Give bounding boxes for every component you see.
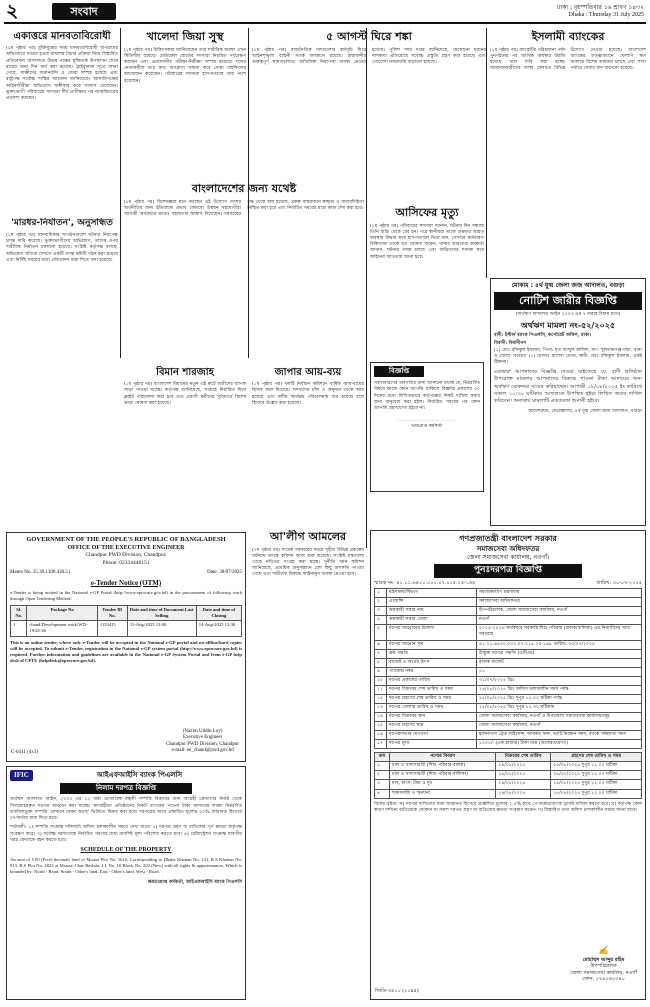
table-cell: ৬ [375,640,387,649]
table-row [375,771,642,780]
table-cell: প্যাকেজ নম্বর [387,667,477,676]
table-cell: উপপরিচালক, জেলা সমাজসেবা কার্যালয়, নওগাঁ [477,607,642,616]
tender-col-header: Package No [27,606,97,621]
tender-signature [166,729,239,755]
table-cell: দরপত্র বিক্রয়ের শেষ তারিখ ও সময় [387,685,477,694]
naogaon-schedule-header [375,753,642,762]
table-cell: ৩ [375,780,390,789]
article-headline: বাংলাদেশের জন্য যথেষ্ট [191,182,297,195]
tender-notice-title: e-Tender Notice (OTM) [90,578,162,587]
court-defendants: (১) মোঃ রফিকুল ইসলাম, পিতা: মৃত আব্দুল জলিল, সাং- সুলতানগঞ্জপাড়া, থানা ও জেলা- বগুড়া। (২) মোসাঃ রাশেদা বেগম, স্বামী: মোঃ রফিকুল ইসলাম, একই ঠিকানা। [494,347,642,366]
table-cell: ৫ [375,625,387,640]
ific-notice-box [6,766,246,1000]
table-cell: চাল ও খাদ্যসামগ্রী (শিশু পরিবার-বালক) [389,762,495,771]
table-cell: দরপত্র বিক্রয়ের স্থান [387,713,477,722]
naogaon-info-table [374,588,642,749]
table-row [375,694,642,703]
table-cell: ১৩ [375,703,387,712]
table-cell: এজেন্সি [387,598,477,607]
naogaon-ref: জিডি-৩৪১০ (১০x৫) [375,988,419,995]
table-cell: ২৫/০৮/২০২৫ খ্রিঃ দুপুর ১২.৩০ ঘটিকায় [477,703,642,712]
table-cell: ৭ [375,649,387,658]
naogaon-sign-phone: ফোন: ০৭৪১৬২৩৪০ [582,976,625,983]
table-cell: নওগাঁ [477,616,642,625]
tender-intro: e-Tender is being invited in the National e-GP Portal (http://www.eprocure.gov.bd) in the procurement of following work through Open Tendering Method: [10,589,242,602]
tender-memo-row [10,570,242,577]
article-headline: 'মারধর-নির্যাতন', অনুসন্ধিত [11,218,113,228]
article-biman [124,366,246,516]
table-cell: ২৫/০৮/২০২৫ দুপুর ১২.০০ ঘটিকা [551,789,642,798]
table-cell: ১ [375,589,387,598]
table-cell: ১৫ [375,722,387,731]
court-case-no: অর্থঋণ মামলা নং-৫২/২০২৫ [520,320,616,330]
article-headline: বিমান শারজাহ [156,367,214,378]
schedule-col-header: গ্রহণের শেষ তারিখ ও সময় [551,753,642,762]
ific-bank-name: আইএফআইসি ব্যাংক পিএলসি [96,771,183,779]
table-row [375,658,642,667]
table-cell: হালনাগাদ ট্রেড লাইসেন্স, আয়কর সনদ, ভ্যাট নিবন্ধন সনদ, ব্যাংক সচ্ছলতা সনদ [477,731,642,740]
article-headline: ৫ আগস্ট ঘিরে শঙ্কা [326,30,412,43]
table-row [375,789,642,798]
table-cell: মন্ত্রণালয়/বিভাগ [387,589,477,598]
table-cell: উন্মুক্ত দরপত্র পদ্ধতি (ওটিএম) [477,649,642,658]
table-cell: জেলা সমাজসেবা কার্যালয়, নওগাঁ ও উপজেলা সমাজসেবা কার্যালয়সমূহ [477,713,642,722]
article-body: (১ম পৃষ্ঠার পর) বাংলাদেশ বিমানের নতুন এই রুটে যাত্রীদের ব্যাপক সাড়া পাওয়া যাচ্ছে। কর্তৃপক্ষ জানিয়েছে, সপ্তাহে নির্ধারিত দিনে ফ্লাইট পরিচালনা করা হবে এবং প্রবাসী কর্মীদের সুবিধার্থে বিশেষ ভাড়া ঘোষণা করা হয়েছে। [124,382,246,406]
table-cell: 1153415 [97,621,127,636]
article-body: (১ম পৃষ্ঠার পর) চিকিৎসকরা জানিয়েছেন তার শারীরিক অবস্থা এখন স্থিতিশীল রয়েছে। মেডিকেল বোর্ডের সদস্যরা নিয়মিত পর্যবেক্ষণ করছেন এবং প্রয়োজনীয় পরীক্ষা-নিরীক্ষা সম্পন্ন হয়েছে। দলের নেতাকর্মীরা তার দ্রুত আরোগ্য কামনা করে দোয়া মাহফিলের আয়োজন করেছেন। পরিবারের সদস্যরা হাসপাতালে তার পাশে রয়েছেন। [124,47,246,84]
court-plaintiff: বাদী: ইস্টার্ন ব্যাংক পিএলসি, কর্পোরেট অফিস, ঢাকা। [494,333,592,339]
article-august-5 [252,30,486,180]
article-body: (১ম পৃষ্ঠার পর) রাজনৈতিক দলগুলোর কর্মসূচি ঘিরে আইনশৃঙ্খলা বাহিনী সতর্ক অবস্থানে রয়েছে। রাজধানীর গুরুত্বপূর্ণ স্থানগুলোতে অতিরিক্ত নিরাপত্তা ব্যবস্থা নেওয়া হয়েছে। পুলিশ সদর দপ্তর জানিয়েছে, যেকোনো ধরনের নাশকতা প্রতিরোধে সর্বোচ্চ প্রস্তুতি গ্রহণ করা হয়েছে এবং গোয়েন্দা নজরদারি বাড়ানো হয়েছে। [252,47,486,65]
tender-col-header: Date and time of Closing [196,606,241,621]
naogaon-date: তারিখ: ৩০-০৭-২০২৫ [596,579,642,586]
naogaon-notes: বিশেষ দ্রষ্টব্য: ক) দরপত্র দাখিলের সময় জামানত হিসেবে প্রাক্কলিত মূল্যের ২.৫% হারে পে-অর্ডার/ব্যাংক ড্রাফট দাখিল করতে হবে। খ) কর্তৃপক্ষ কোন কারণ দর্শানো ব্যতিরেকে যেকোন বা সকল দরপত্র গ্রহণ বা বাতিলের ক্ষমতা সংরক্ষণ করেন। গ) বিস্তারিত তথ্য অফিস চলাকালীন সময়ে জানা যাবে। [374,801,642,813]
table-cell: ২ [375,598,387,607]
table-cell: ২০২৫-২০২৬ অর্থবছরে সরকারি শিশু পরিবার (বালক/বালিকা) এর নিবাসীদের খাদ্য সরবরাহ [477,625,642,640]
table-cell: ২ [375,771,390,780]
notice-body: সর্বসাধারণের অবগতির জন্য জানানো যাচ্ছে যে, নিম্নবর্ণিত বিষয়ে কারো কোন আপত্তি থাকিলে বিজ্ঞপ্তি প্রকাশের ৩০ দিনের মধ্যে লিখিতভাবে কর্তৃপক্ষের নিকট দাখিল করার জন্য অনুরোধ করা হইল। নির্ধারিত সময়ের পর কোন আপত্তি গ্রহণযোগ্য হইবে না। [374,381,480,412]
table-cell: ১১ [375,685,387,694]
table-row [375,685,642,694]
table-cell: 14-Aug-2025 12:30 [196,621,241,636]
table-cell: ২৫/০৮/২০২৫ দুপুর ১২.০০ ঘটিকা [551,762,642,771]
ific-header [10,770,242,781]
ific-footer: ক্ষমতাপ্রাপ্ত কর্মকর্তা, আইএফআইসি ব্যাংক পিএলসি [147,879,242,885]
tender-col-header: Tender ID No. [97,606,127,621]
naogaon-sign-office: জেলা সমাজসেবা কার্যালয়, নওগাঁ [570,969,637,976]
table-cell: ০১ [477,667,642,676]
article-body: (১ম পৃষ্ঠার পর) সাবেক সরকারের সময়ে গৃহীত বিভিন্ন প্রকল্পের অনিয়ম তদন্তে কমিশন কাজ শুরু করেছে। সংশ্লিষ্ট মন্ত্রণালয় থেকে নথিপত্র সংগ্রহ করা হচ্ছে। দুর্নীতি দমন কমিশন জানিয়েছে, প্রাথমিক অনুসন্ধানে বেশ কিছু অসঙ্গতি পাওয়া গেছে এবং দায়ীদের বিরুদ্ধে আইনানুগ ব্যবস্থা নেওয়া হবে। [252,547,364,578]
table-cell: ১৬ [375,731,387,740]
table-cell: ২৪/০৮/২০২৫ [496,762,551,771]
table-cell: ২৪/০৮/২০২৫ [496,789,551,798]
ific-logo: IFIC [10,770,33,781]
article-body: (১ম পৃষ্ঠার পর) মানবাধিকার সংগঠনগুলো ঘটনার নিরপেক্ষ তদন্ত দাবি করেছে। ভুক্তভোগীদের অভিযোগ, তাদের ওপর শারীরিক নির্যাতন চালানো হয়েছে। সংশ্লিষ্ট কর্তৃপক্ষ বলছে, অভিযোগ খতিয়ে দেখতে একটি তদন্ত কমিটি গঠন করা হয়েছে এবং নির্দিষ্ট সময়ের মধ্যে প্রতিবেদন জমা দিতে বলা হয়েছে। [6,232,118,263]
table-row [375,649,642,658]
article-body: (১ম পৃষ্ঠার পর) পরিবারের সদস্যরা জানান, ঘটনার দিন সন্ধ্যায় তিনি বাড়ি থেকে বের হন। পরে স্থানীয়রা তাকে গুরুতর আহত অবস্থায় উদ্ধার করে হাসপাতালে নিয়ে যান, সেখানে কর্তব্যরত চিকিৎসক তাকে মৃত ঘোষণা করেন। থানার ভারপ্রাপ্ত কর্মকর্তা জানান, ঘটনার তদন্ত চলছে এবং জড়িতদের শনাক্ত করে আইনের আওতায় আনা হবে। [370,223,484,260]
ific-schedule: An area of 5.00 (Five) decimals land of Mouza Plot No. 1610, Corresponding to Dhaka Khatian No. 131, R.S Khatian No. 913, R.S Plot No. 2025 at Mouza: Char Bashtia, J.L No. 10 Block No. 202 (New) with all rights & appurtenances. Which is bounded by: North - Road; South - Other's land; East - Other's land; West - Road. [10,857,242,875]
table-cell: ৯ [375,667,387,676]
table-cell: দরপত্র আহ্বানের উদ্দেশ্য [387,625,477,640]
table-cell: ২৪/০৮/২০২৫ [496,771,551,780]
tender-table-header [11,606,242,621]
table-cell: ২৪/০৮/২০২৫ খ্রিঃ অফিস চলাকালীন সময় পর্যন্ত [477,685,642,694]
table-cell: দরপত্র মূল্য [387,740,477,749]
table-cell: ৩১/০৭/২০২৫ খ্রিঃ [477,676,642,685]
tender-signer-title: Executive Engineer [182,735,223,741]
table-cell: দরপত্র প্রকাশের তারিখ [387,676,477,685]
ific-body: অর্থঋণ আদালত আইন, ২০০৩ এর ১২ ধারা মোতাবেক বন্ধকী সম্পত্তি বিক্রয়ের জন্য আগ্রহী ক্রেতাদের নিকট থেকে সিলমোহরকৃত দরপত্র আহ্বান করা যাচ্ছে। ঋণগ্রহীতা প্রতিষ্ঠানের নিকট ব্যাংকের পাওনা টাকা আদায়ের লক্ষ্যে নিম্নবর্ণিত তফসিলভুক্ত সম্পত্তি 'যেখানে যেমন আছে' ভিত্তিতে বিক্রয় করা হবে। দরপত্রের সাথে প্রস্তাবিত মূল্যের ২০% জামানত হিসেবে পে-অর্ডার জমা দিতে হবে। [10,797,242,822]
naogaon-schedule-table [374,752,642,798]
naogaon-sign-name: মোহাম্মদ আব্দুর রহিম [582,956,625,963]
signature-scribble-icon: ✍ [598,946,609,956]
naogaon-dept: সমাজসেবা অধিদফতর [476,544,540,553]
table-cell: 13-Aug-2025 13:00 [127,621,196,636]
date-english: Dhaka : Thursday 31 July 2025 [568,11,644,18]
table-row [375,713,642,722]
table-cell: ১০ [375,676,387,685]
table-row [375,722,642,731]
article-headline: খালেদা জিয়া সুস্থ [146,30,224,43]
tender-date: Date: 30/07/2025 [207,569,242,575]
naogaon-gov: গণপ্রজাতন্ত্রী বাংলাদেশ সরকার [459,534,557,543]
table-cell: ১২ [375,694,387,703]
table-cell: ৪ [375,789,390,798]
dateline [557,4,644,20]
court-body: এতদ্বারা আপনাদের বিজ্ঞপ্তি দেওয়া যাইতেছে যে, বাদী প্রতিষ্ঠান উপরোক্ত মামলায় আপনাদের বিরুদ্ধে পাওনা টাকা আদায়ের জন্য অর্থঋণ মোকদ্দমা দায়ের করিয়াছেন। আগামী ১৮/০৮/২০২৫ ইং তারিখে সকাল ১০:৩০ ঘটিকায় আদালতে উপস্থিত হইয়া লিখিত জবাব দাখিল করিবেন। অন্যথায় মামলাটি একতরফা শুনানী হইবে। [494,369,642,404]
column-rule [486,28,487,278]
article-awami-league-era [252,530,364,1000]
tender-division: Chandpur PWD Division, Chandpur. [85,552,167,559]
newspaper-logo: সংবাদ [52,3,116,20]
tender-signer-office: Chandpur PWD Division, Chandpur [166,741,239,747]
masthead [4,2,646,24]
article-body: (১ম পৃষ্ঠার পর) দলটি নির্বাচন কমিশনে বার্ষিক আয়-ব্যয়ের হিসাব জমা দিয়েছে। সদস্যদের চাঁদা ও অনুদান থেকে আয় হয়েছে এবং দলীয় কার্যক্রম পরিচালনায় ব্যয় হয়েছে বলে হিসাবে উল্লেখ করা হয়েছে। [252,382,364,406]
article-manobotabirodhi [6,30,118,214]
table-row [375,625,642,640]
table-row [375,589,642,598]
table-cell: ২৫/০৮/২০২৫ খ্রিঃ দুপুর ১২.০০ ঘটিকা পর্যন্ত [477,694,642,703]
court-notice-title: নোটিশ জারীর বিজ্ঞপ্তি [494,292,642,311]
table-cell: ২৪/০৮/২০২৫ [496,780,551,789]
table-cell: দরপত্র খোলার তারিখ ও সময় [387,703,477,712]
article-khaleda-zia [124,30,246,180]
article-headline: জাপার আয়-ব্যয় [274,367,342,378]
signature-line: ........................ [397,418,457,424]
tender-signer-email: e-mail: ee_chand@pwd.gov.bd [171,748,234,754]
article-headline: ইসলামী ব্যাংকের [531,30,605,43]
table-cell: মাছ, মাংস, ডিম ও দুধ [389,780,495,789]
page-number: ২ [6,0,19,22]
table-row [11,621,242,636]
table-cell: দরপত্র গ্রহণের শেষ তারিখ ও সময় [387,694,477,703]
column-rule [120,28,121,358]
date-bangla: ঢাকা : বৃহস্পতিবার ১৬ শ্রাবণ ১৪৩২ [556,4,644,11]
tender-notice-box [6,532,246,762]
notice-title: বিজ্ঞপ্তি [374,366,424,377]
tender-table [10,605,242,636]
table-cell: ২৫/০৮/২০২৫ দুপুর ১২.০০ ঘটিকা [551,780,642,789]
table-cell: দরপত্র গ্রহণের স্থান [387,722,477,731]
table-row [375,703,642,712]
table-cell: ৩ [375,607,387,616]
ific-schedule-title: SCHEDULE OF THE PROPERTY [80,847,172,854]
naogaon-title: পুনঃদরপত্র বিজ্ঞপ্তি [434,564,582,578]
court-notice-sub: (অর্থঋণ আদালত আইন ২০০৩ এর ৭ ধারার বিধান মতে) [515,312,621,318]
table-cell: ২৫/০৮/২০২৫ দুপুর ১২.০০ ঘটিকা [551,771,642,780]
table-cell: ১ [375,762,390,771]
tender-memo: Memo No. 25.36.1300.430.51 [10,569,71,575]
ific-conditions: শর্তাবলী: ১) সম্পত্তি সংক্রান্ত দলিলাদি অফিস চলাকালীন সময়ে দেখা যাবে। ২) দরপত্র গ্রহণ বা বাতিলের পূর্ণ ক্ষমতা কর্তৃপক্ষ সংরক্ষণ করে। ৩) সর্বোচ্চ দরদাতাকে নির্ধারিত সময়ের মধ্যে অবশিষ্ট মূল্য পরিশোধ করতে হবে। ৪) রেজিস্ট্রেশন সংক্রান্ত যাবতীয় খরচ ক্রেতাকে বহন করতে হবে। [10,825,242,843]
table-cell: ১০০০/- (এক হাজার) টাকা মাত্র (অফেরতযোগ্য) [477,740,642,749]
table-cell: 1 [11,621,27,636]
table-row [375,667,642,676]
ific-title: নিলাম দরপত্র বিজ্ঞপ্তি [60,783,192,794]
table-row [375,676,642,685]
naogaon-memo-row [374,580,642,587]
tender-ref: C-0411 (4x3) [11,750,38,756]
schedule-col-header: ক্রম [375,753,390,762]
table-cell: chand/Development work/WD-19/25-26 [27,621,97,636]
table-cell: রাজস্ব বাজেট [477,658,642,667]
table-row [375,607,642,616]
tender-col-header: Sl. No. [11,606,27,621]
table-row [375,616,642,625]
table-row [375,640,642,649]
table-cell: ৪১.০১.৬৪০০.০০০.০৭.০১৫.২৫-১৬৮ তারিখ: ৩০/০৭/২০২৫ [477,640,642,649]
table-cell: সমাজসেবা অধিদফতর [477,598,642,607]
table-row [375,762,642,771]
tender-footer: This is an online tender, where only e-Tender will be accepted in the National e-GP portal and no offline/hard copies will be accepted. To submit e-Tender, registration in the National e-GP system portal (http://www.eprocure.gov.bd) is required. Further information and guidelines are available in the National e-GP System Portal and from e-GP help desk of CPTU (helpdesk@eprocure.gov.bd). [10,639,242,664]
table-cell: শাকসবজি ও অন্যান্য [389,789,495,798]
article-asif [370,206,484,356]
tender-office: OFFICE OF THE EXECUTIVE ENGINEER [67,544,185,551]
table-cell: ক্রয়কারী সত্তার নাম [387,607,477,616]
court-top-line: মোকাম : ৪র্থ যুগ্ম জেলা জজ আদালত, বগুড়া [511,282,625,289]
article-body: (১ম পৃষ্ঠার পর) ব্যাংকটির পরিচালনা পর্ষদ পুনর্গঠনের পর আর্থিক অবস্থার উন্নতি হয়েছে বলে দাবি করা হচ্ছে। আমানতকারীদের আস্থা ফেরাতে বিভিন্ন উদ্যোগ নেওয়া হয়েছে। বাংলাদেশ ব্যাংকের তত্ত্বাবধানে খেলাপি ঋণ আদায়ে বিশেষ কার্যক্রম চলছে এবং শাখা পর্যায়ে সেবার মান বাড়ানো হয়েছে। [490,47,646,72]
small-notice-box [370,362,484,492]
table-cell: ১৪ [375,713,387,722]
tender-gov-title: GOVERNMENT OF THE PEOPLE'S REPUBLIC OF BANGLADESH [26,536,226,543]
naogaon-office: জেলা সমাজসেবা কার্যালয়, নওগাঁ। [466,553,550,561]
article-headline: আ'লীগ আমলের [269,530,347,543]
table-cell: দরপত্র আহ্বান সূত্র [387,640,477,649]
schedule-col-header: বিক্রয়ের শেষ তারিখ [496,753,551,762]
table-cell: ৮ [375,658,387,667]
table-cell: ১৭ [375,740,387,749]
tender-signer-name: (Nazim Uddin Loy) [182,728,223,734]
article-body: (১ম পৃষ্ঠার পর) বিশেষজ্ঞরা মনে করছেন এই উদ্যোগ দেশের অর্থনীতির জন্য ইতিবাচক প্রভাব ফেলবে। উন্নয়ন সহযোগীরা আগামী অর্থবছরে আরও সহায়তার আশ্বাস দিয়েছেন। সরকারের পক্ষ থেকে বলা হয়েছে, প্রকল্প বাস্তবায়নে স্বচ্ছতা ও জবাবদিহিতা নিশ্চিত করা হবে এবং নির্ধারিত সময়ের মধ্যে কাজ শেষ করা হবে। [124,199,364,217]
table-cell: জেলা সমাজসেবা কার্যালয়, নওগাঁ [477,722,642,731]
naogaon-tender-box [370,530,646,1000]
tender-col-header: Date and time of Document Last Selling [127,606,196,621]
table-row [375,598,642,607]
table-row [375,740,642,749]
table-cell: সমাজকল্যাণ মন্ত্রণালয় [477,589,642,598]
article-headline: একাত্তরে মানবতাবিরোধী [13,31,111,42]
article-body: (১ম পৃষ্ঠার পর) মুক্তিযুদ্ধের সময় মানবতাবিরোধী অপরাধের অভিযোগে দায়ের হওয়া মামলার বিচার প্রক্রিয়া নিয়ে বিস্তারিত প্রতিবেদন। আদালতে উভয় পক্ষের যুক্তিতর্ক উপস্থাপন শেষে রায়ের জন্য দিন ধার্য করা হয়েছে। ট্রাইব্যুনাল সূত্রে জানা গেছে, সাক্ষীদের জবানবন্দি ও জেরা সম্পন্ন হয়েছে এবং রাষ্ট্রপক্ষ সর্বোচ্চ শাস্তির আবেদন জানিয়েছে। আসামিপক্ষের আইনজীবীরা অভিযোগ অস্বীকার করে খালাস চেয়েছেন। ভুক্তভোগী পরিবারের সদস্যরা দীর্ঘ প্রতীক্ষার পর ন্যায়বিচারের প্রত্যাশা করছেন। [6,46,118,102]
naogaon-signature [570,946,637,983]
notice-sign: ভারপ্রাপ্ত কর্মকর্তা [411,424,443,430]
table-cell: ৪ [375,616,387,625]
naogaon-memo: স্মারক নং- ৪১.০১.৬৪০০.০০০.০৭.০১৫.২৫-১৬৮ [374,579,476,586]
tender-phone: Phone: 02334448151 [102,559,150,566]
court-notice-box [490,278,646,526]
table-cell: ক্রয়কারী সত্তার জেলা [387,616,477,625]
table-cell: ক্রয় পদ্ধতি [387,649,477,658]
table-row [375,780,642,789]
schedule-col-header: পণ্যের বিবরণ [389,753,495,762]
table-cell: দরপত্রদাতার যোগ্যতা [387,731,477,740]
table-cell: চাল ও খাদ্যসামগ্রী (শিশু পরিবার-বালিকা) [389,771,495,780]
article-headline: আসিফের মৃত্যু [395,206,459,219]
naogaon-sign-title: উপপরিচালক [590,963,617,970]
article-japa [252,366,364,526]
article-islami-bank [490,30,646,270]
article-bangladesh [124,182,364,362]
table-row [375,731,642,740]
court-sign: আদেশক্রমে, সেরেস্তাদার, ৪র্থ যুগ্ম জেলা জজ আদালত, বগুড়া [528,408,642,414]
article-mardhor [6,218,118,348]
table-cell: বাজেট ও অর্থের উৎস [387,658,477,667]
court-defendants-label: বিবাদী: বিবাদীগণ [494,341,527,347]
